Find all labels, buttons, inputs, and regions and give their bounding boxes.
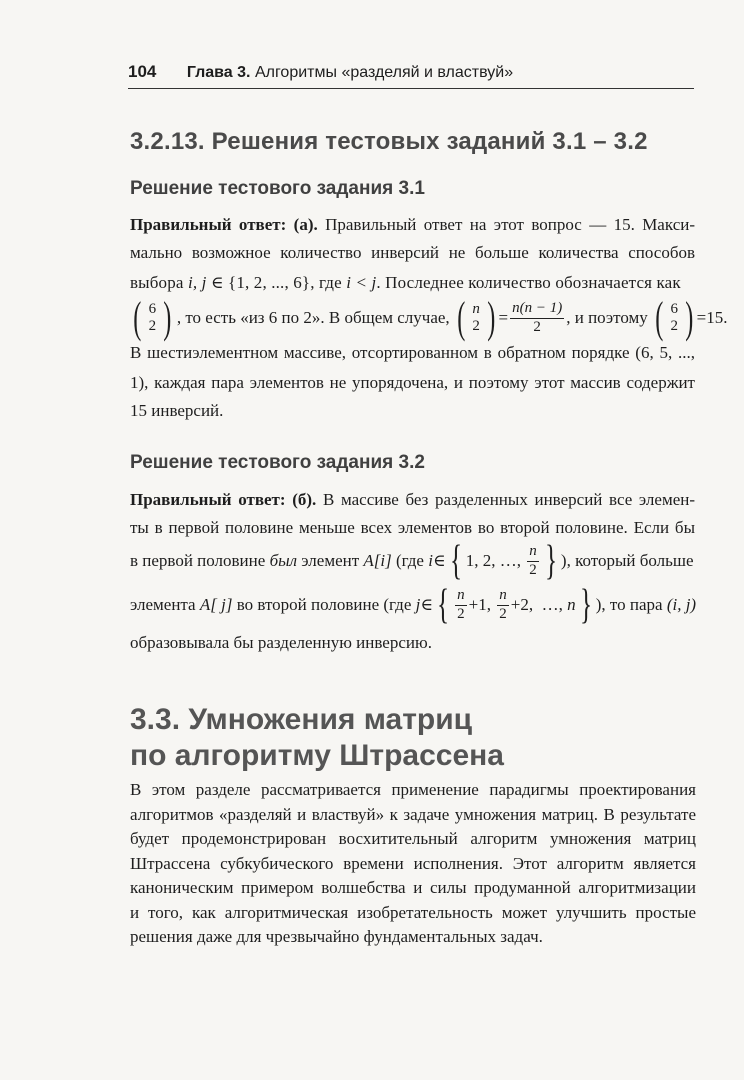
element-of-sign: ∈ [432, 551, 446, 570]
array-element: A[i] [363, 551, 392, 570]
text-line: будет продемонстрирован восхитительный алгоритм умножения матриц [130, 829, 696, 848]
text-span: В массиве без разделенных инверсий все элемен- [322, 490, 696, 509]
fraction-denominator: 2 [533, 318, 541, 335]
brace-left: { [437, 582, 450, 628]
chapter-title: Алгоритмы «разделяй и властвуй» [254, 64, 514, 81]
paren-left: ( [655, 293, 664, 342]
section-title-3-2-13: 3.2.13. Решения тестовых заданий 3.1 – 3.2 [130, 128, 648, 155]
fraction-numerator: n [527, 543, 539, 561]
text-line [130, 490, 695, 510]
text-span: +1, [468, 595, 491, 614]
brace-right: } [579, 582, 592, 628]
binom-top: 6 [670, 300, 678, 317]
fraction-n-n-1-over-2 [510, 300, 564, 336]
text-span: ), который больше [560, 551, 694, 570]
math-pair: (i, j) [666, 595, 697, 614]
text-line: решения даже для чрезвычайно фундаментальных задач. [130, 927, 543, 946]
text-span: +2, …, [510, 595, 563, 614]
title-line: 3.3. Умножения матриц [130, 703, 473, 736]
text-line: 1), каждая пара элементов не упорядочена, и поэтому этот массив содержит [130, 373, 695, 392]
text-line: каноническим примером волшебства и силы продуманной алгоритмизации [130, 878, 696, 897]
fraction-numerator: n(n − 1) [510, 300, 564, 318]
text-span: , то есть «из 6 по 2». В общем случае, [176, 308, 450, 327]
text-line: мально возможное количество инверсий не больше количества способов [130, 243, 695, 262]
binom-bottom: 2 [670, 318, 678, 334]
paren-left: ( [133, 293, 142, 342]
text-line [130, 273, 695, 293]
text-line [130, 215, 695, 235]
fraction-n-over-2 [497, 587, 509, 623]
text-line: и того, как алгоритмическая изобретательность может улучшить простые [130, 903, 696, 922]
paren-left: ( [456, 293, 466, 342]
page-number: 104 [128, 62, 157, 81]
paren-right: ) [487, 293, 496, 342]
paren-right: ) [163, 293, 172, 342]
fraction-n-over-2 [527, 543, 539, 579]
text-span: ), то пара [595, 595, 663, 614]
text-span: выбора [130, 273, 184, 292]
element-of-sign: ∈ [420, 595, 433, 614]
text-span: во второй половине (где [236, 595, 412, 614]
answer-label: Правильный ответ: (б). [130, 490, 317, 509]
formula-line [130, 536, 695, 586]
answer-label: Правильный ответ: (а). [130, 215, 318, 234]
math-var: i [428, 551, 433, 570]
text-line: алгоритмов «разделяй и властвуй» к задаче умножения матриц. В результате [130, 805, 696, 824]
chapter-label: Глава 3. [186, 64, 251, 81]
text-span: ∈ {1, 2, ..., 6}, где [210, 273, 342, 292]
subsection-title-3-1: Решение тестового задания 3.1 [130, 178, 425, 199]
fraction-numerator: n [455, 587, 467, 605]
text-span: элемент [301, 551, 360, 570]
fraction-denominator: 2 [529, 561, 537, 578]
section-title-3-3 [130, 702, 504, 774]
fraction-denominator: 2 [499, 605, 507, 622]
array-element: A[ j] [199, 595, 233, 614]
binomial-n-2 [470, 301, 482, 336]
text-line: 15 инверсий. [130, 401, 224, 420]
text-span: (где [396, 551, 424, 570]
running-header [128, 62, 694, 82]
paren-right: ) [685, 293, 694, 342]
binomial-6-2 [147, 301, 159, 336]
formula-line [130, 580, 695, 630]
text-span: элемента [130, 595, 196, 614]
text-line: В шестиэлементном массиве, отсортированном в обратном порядке (6, 5, ..., [130, 343, 695, 362]
fraction-numerator: n [497, 587, 509, 605]
binom-bottom: 2 [472, 318, 480, 334]
text-span: , и поэтому [566, 308, 648, 327]
text-span: в первой половине [130, 551, 266, 570]
emphasis-word: был [269, 551, 298, 570]
set-items: 1, 2, …, [465, 551, 521, 570]
fraction-denominator: 2 [457, 605, 465, 622]
binom-bottom: 2 [148, 318, 157, 334]
subsection-title-3-2: Решение тестового задания 3.2 [130, 452, 425, 473]
binomial-6-2-result [668, 301, 680, 336]
text-line: В этом разделе рассматривается применение парадигмы проектирования [130, 780, 696, 799]
text-line: образовывала бы разделенную инверсию. [130, 633, 432, 652]
text-span: Правильный ответ на этот вопрос — 15. Макси- [325, 215, 695, 234]
math-var: n [567, 595, 576, 614]
brace-right: } [544, 538, 557, 584]
binom-top: n [472, 300, 480, 317]
result-value: =15. [696, 308, 728, 327]
text-span: . Последнее количество обозначается как [376, 273, 681, 292]
fraction-n-over-2 [455, 587, 467, 623]
equals-sign: = [498, 308, 509, 327]
header-rule [128, 88, 694, 89]
formula-line [130, 292, 728, 344]
math-var: j [415, 595, 421, 614]
brace-left: { [449, 538, 462, 584]
math-vars: i, j [187, 273, 207, 292]
math-condition: i < j [346, 273, 377, 292]
binom-top: 6 [148, 300, 157, 317]
text-line: ты в первой половине меньше всех элементов во второй половине. Если бы [130, 518, 695, 537]
title-line: по алгоритму Штрассена [130, 739, 504, 772]
text-line: Штрассена субкубического времени исполнения. Этот алгоритм является [130, 854, 696, 873]
